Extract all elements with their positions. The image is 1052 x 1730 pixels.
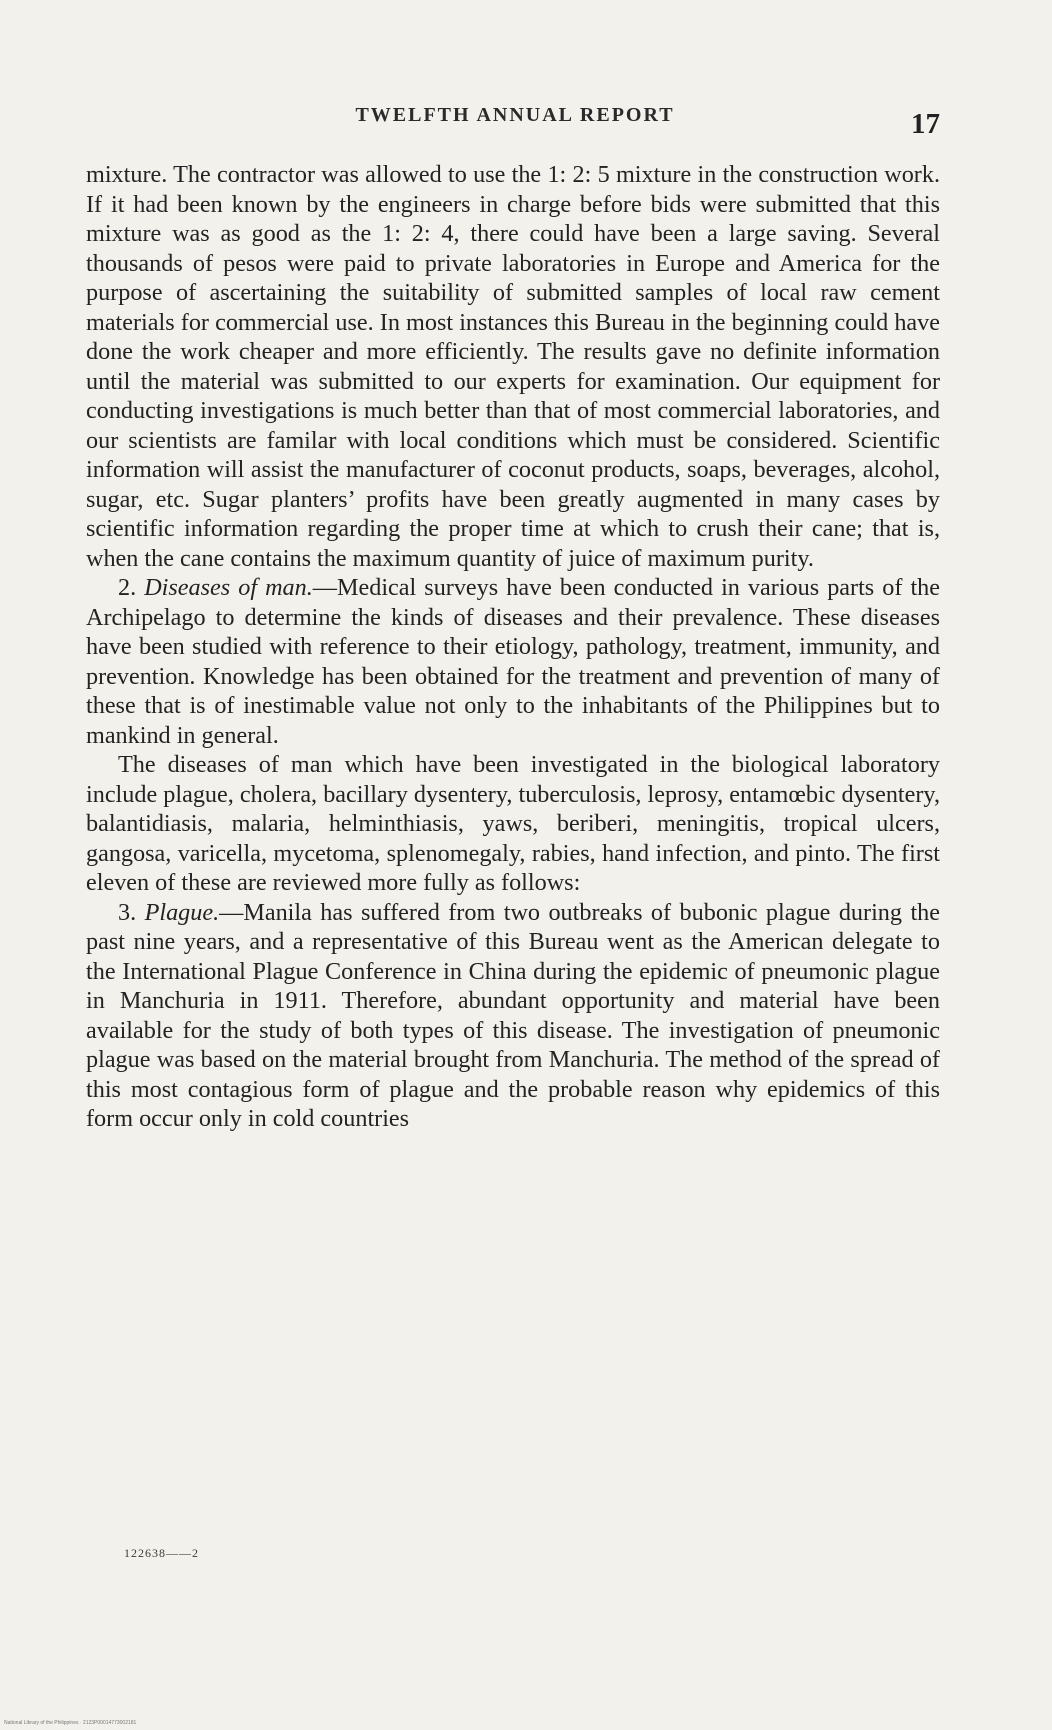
section-text: —Manila has suffered from two outbreaks of bubonic plague during the past nine years, and a representative of this Bureau went as the American delegate to the International Plague Conference in China during the epidemic of pneumonic plague in Manchuria in 1911. Therefore, abundant opportunity and material have been available for the study of both types of this disease. The investigation of pneumonic plague was based on the material brought from Manchuria. The method of the spread of this most contagious form of plague and the probable reason why epidemics of this form occur only in cold countries [86, 898, 940, 1132]
running-head: TWELFTH ANNUAL REPORT [355, 104, 675, 126]
scan-credit: National Library of the Philippines · 2123P00014773002181 [4, 1720, 137, 1726]
section-heading: Diseases of man. [144, 574, 313, 601]
paragraph-diseases-list: The diseases of man which have been investigated in the biological laboratory include plague, cholera, bacillary dysentery, tuberculosis, leprosy, entamœbic dysentery, balantidiasis, malaria, helminthiasis, yaws, beriberi, meningitis, tropical ulcers, gangosa, varicella, mycetoma, splenomegaly, rabies, hand infection, and pinto. The first eleven of these are reviewed more fully as follows: [86, 751, 940, 896]
section-heading: Plague. [144, 898, 220, 926]
paragraph-continuation: mixture. The contractor was allowed to use the 1: 2: 5 mixture in the construction work. If it had been known by the engineers in charge before bids were submitted that this mixture was as good as the 1: 2: 4, there could have been a large saving. Several thousands of pesos were paid to private laboratories in Europe and America for the purpose of ascertaining the suitability of submitted samples of local raw cement materials for commercial use. In most instances this Bureau in the beginning could have done the work cheaper and more efficiently. The results gave no definite information until the material was submitted to our experts for examination. Our equipment for conducting investigations is much better than that of most commercial laboratories, and our scientists are familar with local conditions which must be considered. Scientific information will assist the manufacturer of coconut products, soaps, beverages, alcohol, sugar, etc. Sugar planters’ profits have been greatly augmented in many cases by scientific information regarding the proper time at which to crush their cane; that is, when the cane contains the maximum quantity of juice of maximum purity. [86, 161, 940, 572]
signature-mark: 122638——2 [124, 1546, 199, 1560]
body-text [86, 160, 940, 1134]
paragraph-diseases-of-man [86, 573, 940, 750]
page-number: 17 [911, 108, 940, 140]
section-text: —Medical surveys have been conducted in various parts of the Archipelago to determine the kinds of diseases and their prevalence. These diseases have been studied with reference to their etiology, pathology, treatment, immunity, and prevention. Knowledge has been obtained for the treatment and prevention of many of these that is of inestimable value not only to the inhabitants of the Philippines but to mankind in general. [86, 574, 940, 749]
section-number: 3. [118, 898, 137, 926]
paragraph-plague [86, 898, 940, 1134]
section-number: 2. [118, 574, 137, 601]
